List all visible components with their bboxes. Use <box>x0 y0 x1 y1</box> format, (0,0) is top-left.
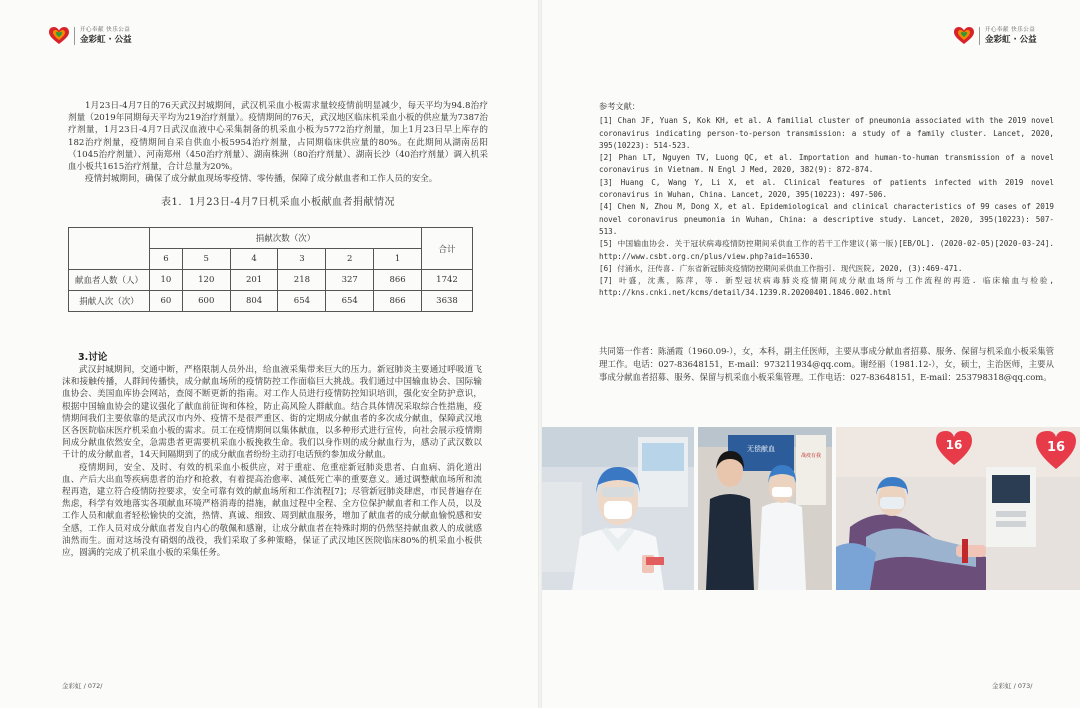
table-col-header: 5 <box>182 249 230 270</box>
table-total-cell: 3638 <box>422 291 473 312</box>
paragraph: 1月23日-4月7日的76天武汉封城期间，武汉机采血小板需求量较疫情前明显减少，每天平均为94.8治疗剂量（2019年同期每天平均为219治疗剂量）。疫情期间的76天，武汉地区临床机采血小板的供应量为7387治疗剂量，1月23日-4月7日武汉血液中心采集制备的机采血小板为5772治疗剂量，加上1月23日早上库存的182治疗剂量，疫情期间自采自供血小板5954治疗剂量，占同期临床供应量的80%。在此期间从湖南岳阳（1045治疗剂量）、河南郑州（450治疗剂量）、湖南株洲（80治疗剂量）、湖南长沙（40治疗剂量）调入机采血小板共1615治疗剂量，合计总量为20%。 <box>68 101 488 173</box>
row-label: 献血者人数（人） <box>69 270 150 291</box>
paragraph: 疫情期间，安全、及时、有效的机采血小板供应，对于重症、危重症新冠肺炎患者、白血病、消化道出血、产后大出血等疾病患者的治疗和抢救，有着提高治愈率、减低死亡率的重要意义。通过调整献血场所和流程再造，建立符合疫情防控要求，安全可靠有效的献血场所和工作流程[7]；尽管新冠肺炎肆虐，市民普遍存在焦虑，科学有效地落实各项献血环境严格消毒的措施，献血过程中全程、全方位保护献血者和工作人员，以及工作人员和献血者轻松愉快的交流，热情、真诚、细致、周到献血服务，增加了献血者的成分献血愉悦感和安全感，工作人员对成分献血者发自内心的敬佩和感谢，让成分献血者在特殊时期的仍然坚持献血救人的成就感油然而生。面对这场没有硝烟的战役，我们采取了多种策略，保证了武汉地区医院临床80%的机采血小板供应，圆满的完成了机采血小板的采集任务。 <box>62 462 482 559</box>
table-cell: 327 <box>326 270 374 291</box>
table-cell: 654 <box>278 291 326 312</box>
references-title: 参考文献： <box>599 101 640 111</box>
table-cell: 10 <box>150 270 183 291</box>
sign-text-2: 战疫有我 <box>800 453 822 459</box>
reference-item: [1] Chan JF, Yuan S, Kok KH, et al. A familial cluster of pneumonia associated with the 2019 novel coronavirus indicating person-to-person transmission: a study of a family cluster. Lancet, 2020, 395(10223): 514-523. <box>599 116 1054 150</box>
photo-donation <box>836 427 1080 590</box>
table-cell: 60 <box>150 291 183 312</box>
photo-two-women <box>698 427 832 590</box>
table-cell: 866 <box>374 270 422 291</box>
table-col-header: 3 <box>278 249 326 270</box>
page-number-left: 金彩虹 / 072/ <box>62 682 103 690</box>
brand-logo-left <box>49 27 132 45</box>
table-col-header: 2 <box>326 249 374 270</box>
table-cell: 654 <box>326 291 374 312</box>
right-page <box>542 0 1080 708</box>
table-total-cell: 1742 <box>422 270 473 291</box>
paragraph: 疫情封城期间，确保了成分献血现场零疫情、零传播，保障了成分献血者和工作人员的安全。 <box>85 174 438 185</box>
author-note: 共同第一作者：陈涵霞（1960.09-），女，本科，副主任医师，主要从事成分献血者招募、服务、保留与机采血小板采集管理工作。电话：027-83648151，E-mail：973211934@qq.com。谢经丽（1981.12-），女，硕士，主治医师，主要从事成分献血者招募、服务、保留与机采血小板采集管理。工作电话：027-83648151，E-mail：253798318@qq.com。 <box>599 346 1054 382</box>
intro-text <box>68 100 488 208</box>
reference-item: [5] 中国输血协会. 关于冠状病毒疫情防控期间采供血工作的若干工作建议(第一版)[EB/OL]. (2020-02-05)[2020-03-24]. http://www.csbt.org.cn/plus/view.php?aid=16530. <box>599 239 1054 261</box>
table-cell: 866 <box>374 291 422 312</box>
left-page <box>0 0 538 708</box>
reference-item: [7] 叶盛，沈燕，陈萍，等. 新型冠状病毒肺炎疫情期间成分献血场所与工作流程的再造. 临床输血与检验, http://kns.cnki.net/kcms/detail/34.1239.R.20200401.1846.002.html <box>599 276 1054 298</box>
poster-number-2: 16 <box>1046 440 1066 455</box>
rainbow-heart-icon <box>954 27 974 45</box>
reference-item: [6] 付涌水，汪传喜. 广东省新冠肺炎疫情防控期间采供血工作指引. 现代医院, 2020, (3):469-471. <box>599 263 963 273</box>
page-number-right: 金彩虹 / 073/ <box>992 682 1033 690</box>
table-row <box>69 291 473 312</box>
table-corner <box>69 228 150 270</box>
brand-name: 金彩虹 · 公益 <box>80 34 132 45</box>
poster-number-1: 16 <box>945 438 963 452</box>
rainbow-heart-icon <box>49 27 69 45</box>
table-cell: 218 <box>278 270 326 291</box>
discussion-text <box>62 364 482 559</box>
brand-slogan: 开心奉献 快乐公益 <box>985 27 1036 33</box>
table-cell: 120 <box>182 270 230 291</box>
table-total-header: 合计 <box>422 228 473 270</box>
table-group-header: 捐献次数（次） <box>150 228 422 249</box>
brand-logo-right <box>954 27 1037 45</box>
brand-name: 金彩虹 · 公益 <box>985 34 1037 45</box>
photo-nurse-ppe <box>542 427 694 590</box>
reference-item: [3] Huang C, Wang Y, Li X, et al. Clinical features of patients infected with 2019 novel coronavirus in Wuhan, China. Lancet, 2020, 395(10223): 497-506. <box>599 177 1054 200</box>
table-col-header: 4 <box>230 249 278 270</box>
table-cell: 600 <box>182 291 230 312</box>
section-title: 3.讨论 <box>78 352 108 363</box>
row-label: 捐献人次（次） <box>69 291 150 312</box>
references <box>599 100 1054 300</box>
donation-table <box>68 227 473 312</box>
table-cell: 201 <box>230 270 278 291</box>
table-caption: 表1．1月23日-4月7日机采血小板献血者捐献情况 <box>160 197 396 209</box>
brand-slogan: 开心奉献 快乐公益 <box>80 27 131 33</box>
table-cell: 804 <box>230 291 278 312</box>
sign-text-1: 无偿献血 <box>747 445 775 453</box>
paragraph: 武汉封城期间，交通中断，严格限制人员外出，给血液采集带来巨大的压力。新冠肺炎主要通过呼吸道飞沫和接触传播，人群间传播快，成分献血场所的疫情防控工作面临巨大挑战。我们通过中国输血协会、国际输血协会、美国血库协会网站，查阅不断更新的指南。对工作人员进行疫情防控知识培训，强化安全防护意识，根据中国输血协会的建议强化了献血前征询和体检，防止高风险人群献血。结合具体情况采取综合性措施，疫情期间我们主要依靠的是武汉市内外、疫情不是很严重区、街的定期成分献血者的多次成分献血，保障武汉地区各医院临床医疗机采血小板的需求。员工在疫情期间以集体献血，以多种形式进行宣传，向社会展示疫情期间成分献血依然安全，急需患者更需要机采血小板挽救生命。我们以身作则的成分献血行为，感动了武汉数以千计的成分献血者，14天间隔期到了的成分献血者纷纷主动打电话预约参加成分献血。 <box>62 365 482 461</box>
reference-item: [2] Phan LT, Nguyen TV, Luong QC, et al. Importation and human-to-human transmission of a novel coronavirus in Vietnam. N Engl J Med, 2020, 382(9): 872-874. <box>599 153 1054 175</box>
table-row <box>69 270 473 291</box>
reference-item: [4] Chen N, Zhou M, Dong X, et al. Epidemiological and clinical characteristics of 99 cases of 2019 novel coronavirus pneumonia in Wuhan, China: a descriptive study. Lancet, 2020, 395(10223): 507-513. <box>599 202 1054 236</box>
table-col-header: 1 <box>374 249 422 270</box>
table-col-header: 6 <box>150 249 183 270</box>
